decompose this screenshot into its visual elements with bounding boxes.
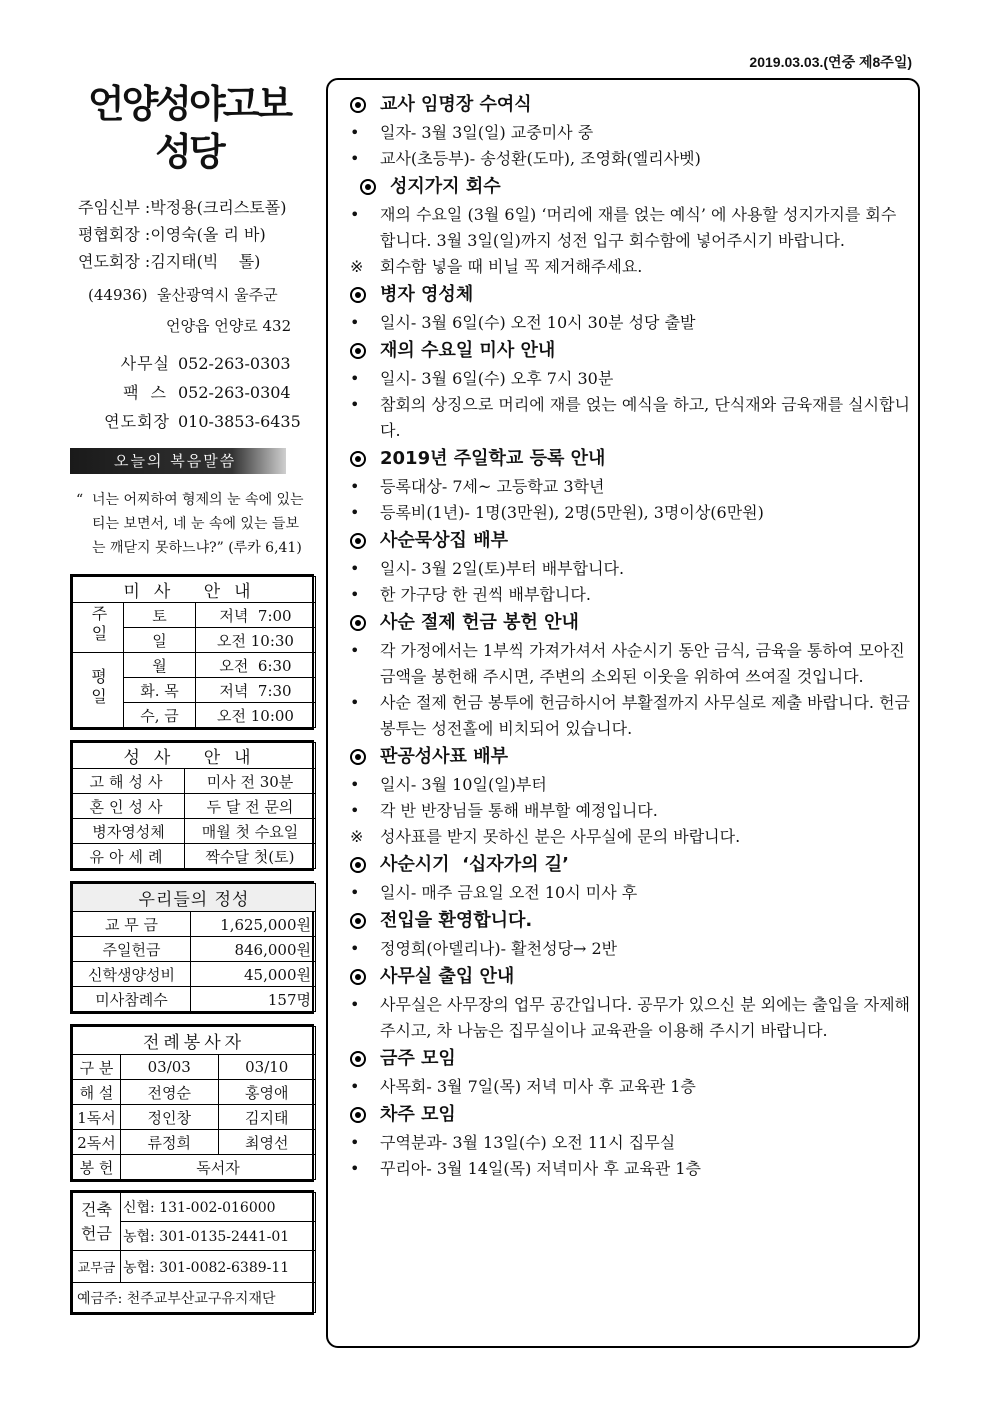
- circle-bullet-icon: [350, 857, 366, 873]
- sacrament-info: 미사 전 30분: [185, 769, 316, 794]
- address-line-1: (44936) 울산광역시 울주군: [88, 286, 278, 304]
- notice-item: [350, 146, 910, 172]
- item-marker: •: [350, 503, 360, 522]
- notice-heading: [350, 608, 910, 638]
- phone-number: 052-263-0304: [178, 383, 291, 402]
- item-marker: •: [350, 123, 360, 142]
- phone-label: 팩스: [123, 383, 178, 402]
- item-marker: •: [350, 149, 360, 168]
- sacrament-name: 고해성사: [73, 769, 185, 794]
- notice-item: [350, 1130, 910, 1156]
- item-marker: •: [350, 1133, 360, 1152]
- mass-schedule-table: [70, 574, 314, 730]
- phone-row: [70, 349, 314, 378]
- item-text: 각 반 반장님들 통해 배부할 예정입니다.: [380, 801, 658, 820]
- item-text: 일자- 3월 3일(일) 교중미사 중: [380, 123, 594, 142]
- minister-date: 03/03: [121, 1055, 219, 1080]
- item-marker: ※: [350, 257, 364, 276]
- item-text: 등록대상- 7세~ 고등학교 3학년: [380, 477, 605, 496]
- notice-item: [350, 1074, 910, 1100]
- minister-name: 류정희: [121, 1130, 219, 1155]
- minister-name: 정인창: [121, 1105, 219, 1130]
- item-marker: •: [350, 205, 360, 224]
- item-text: 사순 절제 헌금 봉투에 헌금하시어 부활절까지 사무실로 제출 바랍니다. 헌금 봉투는 성전홀에 비치되어 있습니다.: [380, 693, 910, 738]
- notice-heading: [350, 90, 910, 120]
- phone-label: 사무실: [120, 354, 170, 373]
- sacrament-info: 두 달 전 문의: [185, 794, 316, 819]
- circle-bullet-icon: [350, 287, 366, 303]
- notice-heading: [350, 906, 910, 936]
- notice-item: [350, 690, 910, 742]
- mass-time: 저녁 7:30: [196, 678, 316, 703]
- notice-title: 사순묵상집 배부: [380, 530, 508, 551]
- gospel-quote: [70, 488, 314, 560]
- notice-item: [350, 392, 910, 444]
- item-text: 재의 수요일 (3월 6일) ‘머리에 재를 얹는 예식’ 에 사용할 성지가지를 회수합니다. 3월 3일(일)까지 성전 입구 회수함에 넣어주시기 바랍니다.: [380, 205, 897, 250]
- notice-title: 재의 수요일 미사 안내: [380, 340, 556, 361]
- notice-item: [350, 556, 910, 582]
- weekday-label: 평일: [73, 653, 124, 728]
- staff-role: 연도회장: [78, 252, 140, 271]
- item-text: 각 가정에서는 1부씩 가져가셔서 사순시기 동안 금식, 금육을 통하여 모아진 금액을 봉헌해 주시면, 주변의 소외된 이웃을 위하여 쓰여질 것입니다.: [380, 641, 905, 686]
- staff-row: 연도회장 :김지태(빅 톨): [78, 252, 261, 271]
- notice-item: [350, 936, 910, 962]
- notice-heading: [350, 1044, 910, 1074]
- circle-bullet-icon: [350, 615, 366, 631]
- minister-name: 전영순: [121, 1080, 219, 1105]
- item-marker: •: [350, 369, 360, 388]
- notice-title: 판공성사표 배부: [380, 746, 508, 767]
- staff-name: 박정용(크리스토폴): [150, 198, 287, 217]
- building-fund-label: 건축헌금: [73, 1193, 121, 1251]
- notices-list: [350, 90, 910, 1182]
- item-text: 한 가구당 한 권씩 배부합니다.: [380, 585, 591, 604]
- notice-item: [350, 824, 910, 850]
- tithe-label: 교무금: [73, 1251, 121, 1283]
- mass-table-title: 미사 안내: [73, 577, 316, 603]
- ministers-title: 전례봉사자: [73, 1027, 316, 1055]
- item-text: 일시- 3월 6일(수) 오후 7시 30분: [380, 369, 614, 388]
- notice-item: [350, 798, 910, 824]
- notice-heading: [350, 1100, 910, 1130]
- notice-title: 차주 모임: [380, 1104, 456, 1125]
- item-marker: •: [350, 395, 360, 414]
- building-account-1: 신협: 131-002-016000: [121, 1193, 316, 1222]
- mass-day: 월: [124, 653, 196, 678]
- staff-row: 주임신부 :박정용(크리스토폴): [78, 198, 287, 217]
- phone-number: 010-3853-6435: [178, 412, 301, 431]
- mass-time: 오전 10:30: [196, 628, 316, 653]
- offering-name: 교 무 금: [73, 912, 191, 937]
- item-text: 등록비(1년)- 1명(3만원), 2명(5만원), 3명이상(6만원): [380, 503, 764, 522]
- notice-title: 교사 임명장 수여식: [380, 94, 532, 115]
- circle-bullet-icon: [350, 913, 366, 929]
- phone-row: [70, 378, 314, 407]
- staff-name: 김지태(빅 톨): [150, 252, 261, 271]
- circle-bullet-icon: [350, 533, 366, 549]
- staff-name: 이영숙(올 리 바): [150, 225, 266, 244]
- notice-heading: [350, 962, 910, 992]
- gospel-heading: 오늘의 복음말씀: [70, 448, 286, 474]
- notice-heading: [350, 742, 910, 772]
- offering-value: 846,000원: [191, 937, 316, 962]
- item-marker: •: [350, 939, 360, 958]
- sacrament-info: 매월 첫 수요일: [185, 819, 316, 844]
- sunday-label: 주일: [73, 603, 124, 653]
- notice-title: 금주 모임: [380, 1048, 456, 1069]
- offering-value: 1,625,000원: [191, 912, 316, 937]
- minister-date: 03/10: [218, 1055, 316, 1080]
- notice-item: [350, 254, 910, 280]
- notice-item: [350, 202, 910, 254]
- offerings-table: [70, 881, 314, 1014]
- item-marker: •: [350, 995, 360, 1014]
- notice-heading: [350, 526, 910, 556]
- circle-bullet-icon: [350, 451, 366, 467]
- staff-list: [70, 194, 314, 275]
- parish-name-suffix: 성당: [155, 130, 223, 174]
- item-marker: •: [350, 1077, 360, 1096]
- item-marker: •: [350, 801, 360, 820]
- item-marker: •: [350, 313, 360, 332]
- mass-day: 일: [124, 628, 196, 653]
- circle-bullet-icon: [360, 179, 376, 195]
- notice-item: [350, 582, 910, 608]
- offerings-title: 우리들의 정성: [73, 884, 316, 912]
- item-text: 일시- 3월 10일(일)부터: [380, 775, 547, 794]
- offering-name: 주일헌금: [73, 937, 191, 962]
- offering-name: 신학생양성비: [73, 962, 191, 987]
- item-text: 회수함 넣을 때 비닐 꼭 제거해주세요.: [380, 257, 643, 276]
- notice-item: [350, 500, 910, 526]
- sacraments-table: [70, 740, 314, 871]
- address-line-2: 언양읍 언양로 432: [166, 317, 292, 335]
- bulletin-date: 2019.03.03.(연중 제8주일): [749, 54, 912, 70]
- offering-value: 157명: [191, 987, 316, 1012]
- item-marker: •: [350, 585, 360, 604]
- minister-name: 최영선: [218, 1130, 316, 1155]
- sacrament-name: 병자영성체: [73, 819, 185, 844]
- notice-item: [350, 638, 910, 690]
- minister-name: 홍영애: [218, 1080, 316, 1105]
- sacrament-name: 유아세례: [73, 844, 185, 869]
- item-marker: •: [350, 559, 360, 578]
- sacrament-name: 혼인성사: [73, 794, 185, 819]
- notice-item: [350, 366, 910, 392]
- circle-bullet-icon: [350, 969, 366, 985]
- notice-title: 사순시기 ‘십자가의 길’: [380, 854, 569, 875]
- item-marker: •: [350, 775, 360, 794]
- notice-title: 사무실 출입 안내: [380, 966, 515, 987]
- minister-role: 해 설: [73, 1080, 121, 1105]
- notice-item: [350, 1156, 910, 1182]
- minister-name: 김지태: [218, 1105, 316, 1130]
- item-text: 꾸리아- 3월 14일(목) 저녁미사 후 교육관 1층: [380, 1159, 701, 1178]
- item-text: 구역분과- 3월 13일(수) 오전 11시 집무실: [380, 1133, 676, 1152]
- phone-row: [70, 407, 314, 436]
- minister-role: 봉 헌: [73, 1155, 121, 1180]
- offertory-ministers: 독서자: [121, 1155, 316, 1180]
- staff-row: 평협회장 :이영숙(올 리 바): [78, 225, 266, 244]
- circle-bullet-icon: [350, 343, 366, 359]
- parish-name: 언양성야고보: [87, 82, 291, 126]
- notice-title: 2019년 주일학교 등록 안내: [380, 448, 606, 469]
- notice-heading: [350, 850, 910, 880]
- phone-label: 연도회장: [104, 412, 170, 431]
- notice-item: [350, 772, 910, 798]
- bank-accounts-table: [70, 1190, 314, 1315]
- minister-role: 구 분: [73, 1055, 121, 1080]
- minister-role: 2독서: [73, 1130, 121, 1155]
- item-text: 정영희(아델리나)- 활천성당→ 2반: [380, 939, 618, 958]
- item-text: 교사(초등부)- 송성환(도마), 조영화(엘리사벳): [380, 149, 701, 168]
- mass-day: 화. 목: [124, 678, 196, 703]
- circle-bullet-icon: [350, 749, 366, 765]
- item-marker: •: [350, 693, 360, 712]
- item-marker: •: [350, 883, 360, 902]
- mass-day: 토: [124, 603, 196, 628]
- tithe-account: 농협: 301-0082-6389-11: [121, 1251, 316, 1283]
- offering-name: 미사참례수: [73, 987, 191, 1012]
- item-text: 사무실은 사무장의 업무 공간입니다. 공무가 있으신 분 외에는 출입을 자제해주시고, 차 나눔은 집무실이나 교육관을 이용해 주시기 바랍니다.: [380, 995, 910, 1040]
- notice-item: [350, 880, 910, 906]
- circle-bullet-icon: [350, 1051, 366, 1067]
- item-text: 사목회- 3월 7일(목) 저녁 미사 후 교육관 1층: [380, 1077, 696, 1096]
- minister-role: 1독서: [73, 1105, 121, 1130]
- phone-list: [70, 349, 314, 436]
- item-text: 참회의 상징으로 머리에 재를 얹는 예식을 하고, 단식재와 금육재를 실시합니다.: [380, 395, 910, 440]
- item-marker: ※: [350, 827, 364, 846]
- item-text: 일시- 3월 2일(토)부터 배부합니다.: [380, 559, 625, 578]
- notices-panel: [326, 78, 920, 1348]
- building-account-2: 농협: 301-0135-2441-01: [121, 1222, 316, 1251]
- item-marker: •: [350, 641, 360, 660]
- offering-value: 45,000원: [191, 962, 316, 987]
- sacrament-info: 짝수달 첫(토): [185, 844, 316, 869]
- notice-item: [350, 120, 910, 146]
- sacraments-title: 성사 안내: [73, 743, 316, 769]
- staff-role: 주임신부: [78, 198, 140, 217]
- mass-time: 저녁 7:00: [196, 603, 316, 628]
- quote-mark: “: [76, 492, 84, 508]
- mass-time: 오전 6:30: [196, 653, 316, 678]
- mass-day: 수, 금: [124, 703, 196, 728]
- notice-heading: [350, 336, 910, 366]
- mass-time: 오전 10:00: [196, 703, 316, 728]
- notice-item: [350, 474, 910, 500]
- notice-title: 병자 영성체: [380, 284, 474, 305]
- notice-item: [350, 992, 910, 1044]
- item-marker: •: [350, 1159, 360, 1178]
- notice-item: [350, 310, 910, 336]
- notice-heading: [350, 444, 910, 474]
- item-text: 일시- 매주 금요일 오전 10시 미사 후: [380, 883, 638, 902]
- circle-bullet-icon: [350, 1107, 366, 1123]
- notice-heading: [350, 280, 910, 310]
- circle-bullet-icon: [350, 97, 366, 113]
- item-marker: •: [350, 477, 360, 496]
- phone-number: 052-263-0303: [178, 354, 291, 373]
- account-holder: 예금주: 천주교부산교구유지재단: [73, 1283, 316, 1313]
- item-text: 일시- 3월 6일(수) 오전 10시 30분 성당 출발: [380, 313, 696, 332]
- gospel-text: 너는 어찌하여 형제의 눈 속에 있는 티는 보면서, 네 눈 속에 있는 들보는 깨닫지 못하느냐?” (루카 6,41): [92, 492, 304, 556]
- item-text: 성사표를 받지 못하신 분은 사무실에 문의 바랍니다.: [380, 827, 741, 846]
- left-column: [70, 80, 314, 1315]
- staff-role: 평협회장: [78, 225, 140, 244]
- notice-title: 전입을 환영합니다.: [380, 910, 533, 931]
- ministers-table: [70, 1024, 314, 1182]
- notice-title: 사순 절제 헌금 봉헌 안내: [380, 612, 579, 633]
- notice-heading: [350, 172, 910, 202]
- notice-title: 성지가지 회수: [390, 176, 501, 197]
